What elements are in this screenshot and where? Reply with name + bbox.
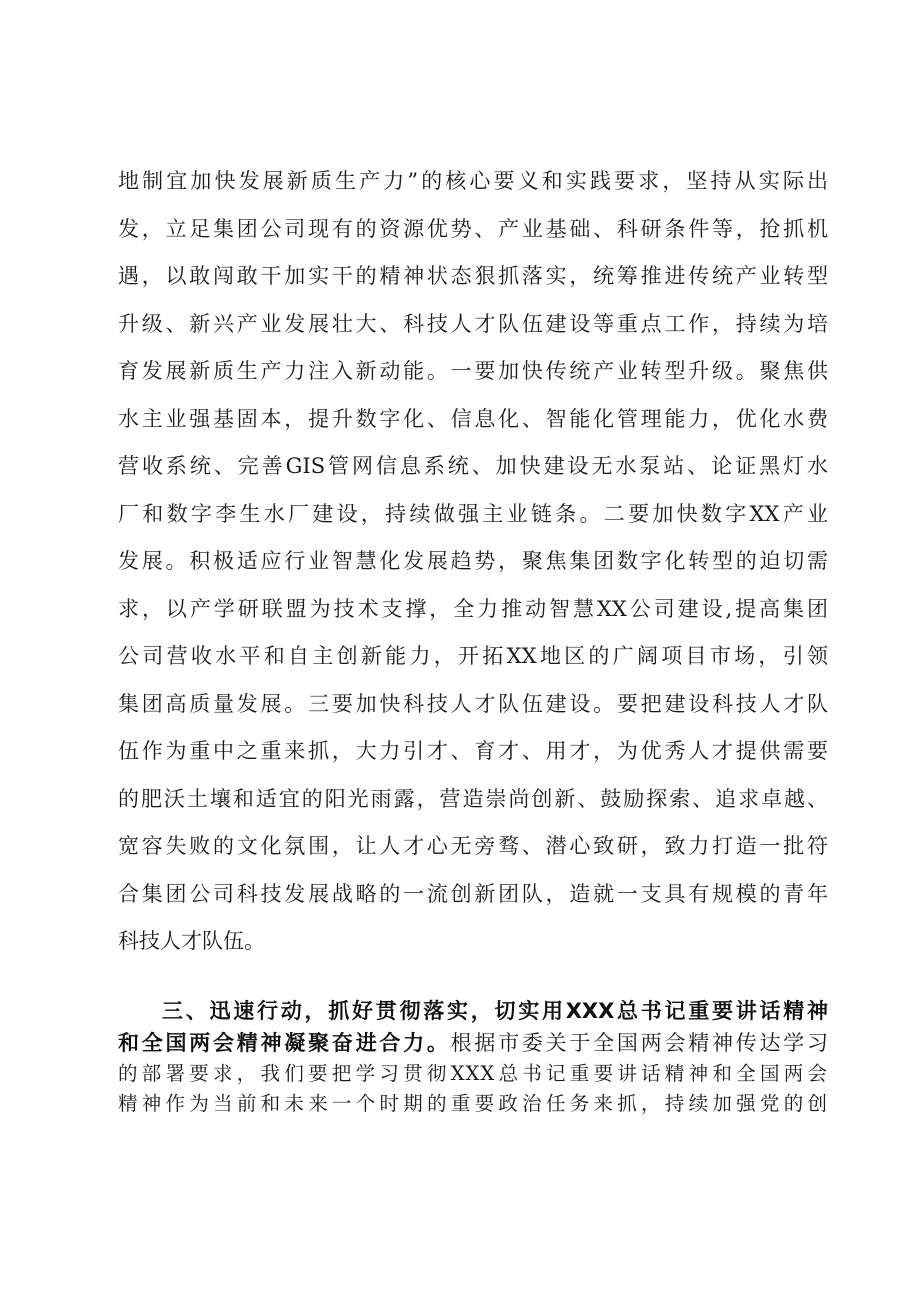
section-line: 的部署要求，我们要把学习贯彻XXX总书记重要讲话精神和全国两会 [118, 1062, 828, 1085]
body-line: 厂和数字李生水厂建设，持续做强主业链条。二要加快数字XX产业 [118, 501, 828, 526]
body-line: 集团高质量发展。三要加快科技人才队伍建设。要把建设科技人才队 [118, 691, 828, 716]
body-line: 科技人才队伍。 [118, 929, 265, 953]
section-heading-text: 和全国两会精神凝聚奋进合力。 [118, 1031, 451, 1055]
body-line: 育发展新质生产力注入新动能。一要加快传统产业转型升级。聚焦供 [118, 359, 828, 383]
body-line: 的肥沃土壤和适宜的阳光雨露，营造崇尚创新、鼓励探索、追求卓越、 [118, 786, 828, 811]
section-heading-line [118, 995, 828, 1027]
body-line: 公司营收水平和自主创新能力，开拓XX地区的广阔项目市场，引领 [118, 644, 828, 668]
body-line: 发，立足集团公司现有的资源优势、产业基础、科研条件等，抢抓机 [118, 216, 828, 241]
section-line: 精神作为当前和未来一个时期的重要政治任务来抓，持续加强党的创 [118, 1092, 828, 1115]
section-body-text: 根据市委关于全国两会精神传达学习 [450, 1031, 828, 1055]
body-line: 遇，以敢闯敢干加实干的精神状态狠抓落实，统筹推进传统产业转型 [118, 264, 828, 288]
body-line: 求，以产学研联盟为技术支撑，全力推动智慧XX公司建设,提高集团 [118, 596, 828, 621]
body-line: 发展。积极适应行业智慧化发展趋势，聚焦集团数字化转型的迫切需 [118, 549, 828, 573]
body-line: 伍作为重中之重来抓，大力引才、育才、用才，为优秀人才提供需要 [118, 739, 828, 763]
body-line: 升级、新兴产业发展壮大、科技人才队伍建设等重点工作，持续为培 [118, 311, 828, 336]
body-paragraph [118, 158, 828, 966]
section-paragraph [118, 995, 828, 1119]
section-line [118, 1027, 828, 1059]
body-line: 合集团公司科技发展战略的一流创新团队，造就一支具有规模的青年 [118, 881, 828, 906]
section-heading-text: 三、迅速行动，抓好贯彻落实，切实用XXX总书记重要讲话精神 [162, 999, 828, 1023]
body-line: 地制宜加快发展新质生产力”的核心要义和实践要求，坚持从实际出 [118, 169, 828, 193]
body-line: 营收系统、完善GIS管网信息系统、加快建设无水泵站、论证黑灯水 [118, 454, 828, 478]
body-line: 宽容失败的文化氛围，让人才心无旁骛、潜心致研，致力打造一批符 [118, 834, 828, 858]
body-line: 水主业强基固本，提升数字化、信息化、智能化管理能力，优化水费 [118, 406, 828, 431]
